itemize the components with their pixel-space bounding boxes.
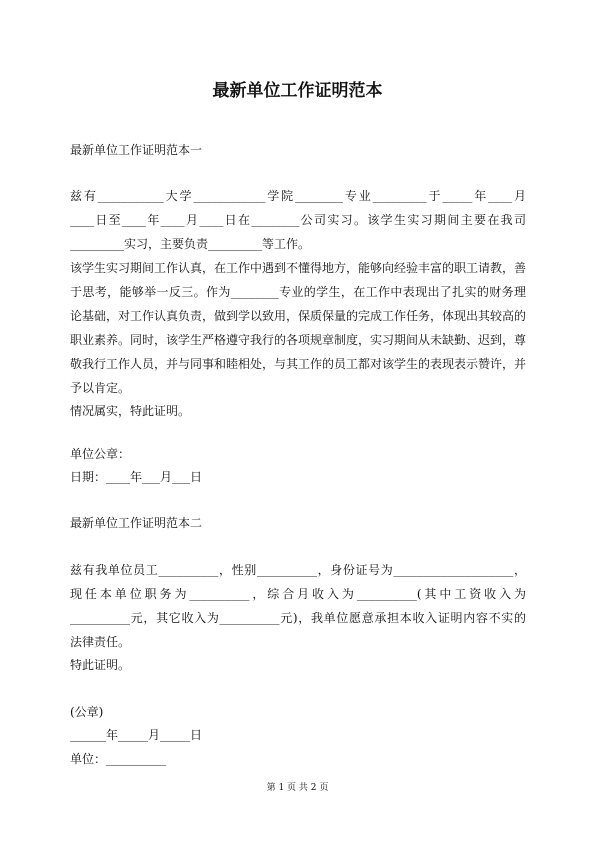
- section2-line-1: 兹有我单位员工__________，性别__________，身份证号为____________________，: [70, 563, 526, 577]
- section1-line-7: 职业素养。同时，该学生严格遵守我行的各项规章制度，实习期间从未缺勤、迟到，尊: [70, 333, 526, 347]
- section2-heading: 最新单位工作证明范本二: [70, 516, 203, 530]
- section2-line-2: 现任本单位职务为__________，综合月收入为__________(其中工资收入为: [70, 587, 526, 601]
- section1-line-10: 情况属实，特此证明。: [70, 404, 191, 418]
- section1-line-5: 于思考，能够举一反三。作为________专业的学生，在工作中表现出了扎实的财务理: [70, 285, 526, 299]
- section1-line-3: _________实习，主要负责_________等工作。: [70, 237, 311, 251]
- document-title: 最新单位工作证明范本: [212, 81, 383, 101]
- section1-line-6: 论基础，对工作认真负责，做到学以致用，保质保量的完成工作任务，体现出其较高的: [70, 309, 526, 323]
- section1-line-9: 予以肯定。: [70, 381, 131, 395]
- section2-unit-line: 单位：__________: [70, 752, 167, 766]
- section1-seal-label: 单位公章：: [70, 447, 131, 461]
- page-footer: 第 1 页 共 2 页: [266, 783, 329, 793]
- section1-date-line: 日期：____年___月___日: [70, 470, 203, 484]
- section1-line-4: 该学生实习期间工作认真，在工作中遇到不懂得地方，能够向经验丰富的职工请教，善: [70, 261, 526, 275]
- section1-heading: 最新单位工作证明范本一: [70, 143, 203, 157]
- section1-line-2: ____日至____年____月____日在________公司实习。该学生实习期间主要在我司: [70, 213, 526, 227]
- section2-line-3: __________元，其它收入为__________元)，我单位愿意承担本收入证明内容不实的: [70, 611, 526, 625]
- section1-line-1: 兹有___________大学____________学院________专业_________于_____年____月: [70, 189, 526, 203]
- section1-line-8: 敬我行工作人员，并与同事和睦相处，与其工作的员工都对该学生的表现表示赞许，并: [70, 357, 526, 371]
- section2-seal-label: (公章): [70, 705, 104, 719]
- section2-line-4: 法律责任。: [70, 635, 131, 649]
- section2-date-line: ______年_____月_____日: [70, 728, 203, 742]
- section2-line-5: 特此证明。: [70, 658, 131, 672]
